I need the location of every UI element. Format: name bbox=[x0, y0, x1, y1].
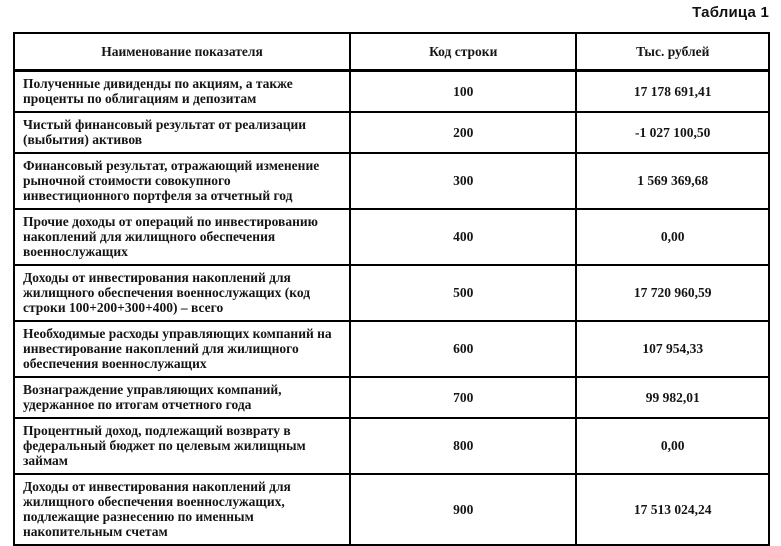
line-code-cell: 100 bbox=[350, 71, 577, 113]
amount-cell: 17 513 024,24 bbox=[576, 474, 769, 545]
amount-cell: -1 027 100,50 bbox=[576, 112, 769, 153]
indicator-name-cell: Необходимые расходы управляющих компаний на инвестирование накоплений для жилищного обеспечения военнослужащих bbox=[14, 321, 350, 377]
report-table bbox=[13, 32, 770, 546]
amount-cell: 1 569 369,68 bbox=[576, 153, 769, 209]
amount-cell: 107 954,33 bbox=[576, 321, 769, 377]
table-row bbox=[14, 418, 769, 474]
table-caption: Таблица 1 bbox=[692, 4, 769, 21]
line-code-cell: 600 bbox=[350, 321, 577, 377]
line-code-cell: 500 bbox=[350, 265, 577, 321]
amount-cell: 0,00 bbox=[576, 418, 769, 474]
line-code-cell: 900 bbox=[350, 474, 577, 545]
indicator-name-cell: Доходы от инвестирования накоплений для жилищного обеспечения военнослужащих (код строки 100+200+300+400) – всего bbox=[14, 265, 350, 321]
table-row bbox=[14, 112, 769, 153]
indicator-name-cell: Полученные дивиденды по акциям, а также проценты по облигациям и депозитам bbox=[14, 71, 350, 113]
amount-cell: 17 178 691,41 bbox=[576, 71, 769, 113]
line-code-cell: 800 bbox=[350, 418, 577, 474]
table-row bbox=[14, 71, 769, 113]
table-row bbox=[14, 474, 769, 545]
indicator-name-cell: Прочие доходы от операций по инвестированию накоплений для жилищного обеспечения военнослужащих bbox=[14, 209, 350, 265]
indicator-name-cell: Вознаграждение управляющих компаний, удержанное по итогам отчетного года bbox=[14, 377, 350, 418]
column-header-thousand-rubles: Тыс. рублей bbox=[576, 33, 769, 71]
table-row bbox=[14, 153, 769, 209]
indicator-name-cell: Чистый финансовый результат от реализации (выбытия) активов bbox=[14, 112, 350, 153]
amount-cell: 99 982,01 bbox=[576, 377, 769, 418]
column-header-indicator-name: Наименование показателя bbox=[14, 33, 350, 71]
table-row bbox=[14, 321, 769, 377]
line-code-cell: 300 bbox=[350, 153, 577, 209]
table-row bbox=[14, 265, 769, 321]
indicator-name-cell: Процентный доход, подлежащий возврату в федеральный бюджет по целевым жилищным займам bbox=[14, 418, 350, 474]
header-row bbox=[14, 33, 769, 71]
indicator-name-cell: Доходы от инвестирования накоплений для жилищного обеспечения военнослужащих, подлежащие разнесению по именным накопительным счетам bbox=[14, 474, 350, 545]
table-row bbox=[14, 377, 769, 418]
table-row bbox=[14, 209, 769, 265]
line-code-cell: 400 bbox=[350, 209, 577, 265]
line-code-cell: 700 bbox=[350, 377, 577, 418]
amount-cell: 17 720 960,59 bbox=[576, 265, 769, 321]
amount-cell: 0,00 bbox=[576, 209, 769, 265]
indicator-name-cell: Финансовый результат, отражающий изменение рыночной стоимости совокупного инвестиционного портфеля за отчетный год bbox=[14, 153, 350, 209]
column-header-line-code: Код строки bbox=[350, 33, 577, 71]
line-code-cell: 200 bbox=[350, 112, 577, 153]
table-body bbox=[14, 71, 769, 546]
